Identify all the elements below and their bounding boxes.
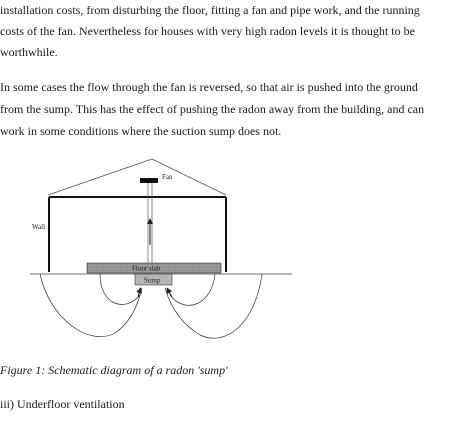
text-line: from the sump. This has the effect of pushing the radon away from the building, and can [0,102,425,116]
figure-caption: Figure 1: Schematic diagram of a radon 'sump' [0,363,228,377]
radon-sump-diagram [30,155,410,360]
text-line: installation costs, from disturbing the floor, fitting a fan and pipe work, and the running [0,3,420,17]
text-line: work in some conditions where the suction sump does not. [0,124,282,138]
sump-label: Sump [144,276,161,285]
wall-label: Wall [32,223,46,231]
fan-label: Fan [162,173,173,181]
fan-icon [140,178,158,183]
text-line: costs of the fan. Nevertheless for houses with very high radon levels it is thought to be [0,24,415,38]
text-line: In some cases the flow through the fan is reversed, so that air is pushed into the ground [0,80,418,94]
house-walls [49,197,226,272]
floor-slab-label: Floor slab [132,264,161,273]
text-line: worthwhile. [0,45,58,59]
roof [48,159,226,195]
section-heading: iii) Underfloor ventilation [0,397,125,411]
